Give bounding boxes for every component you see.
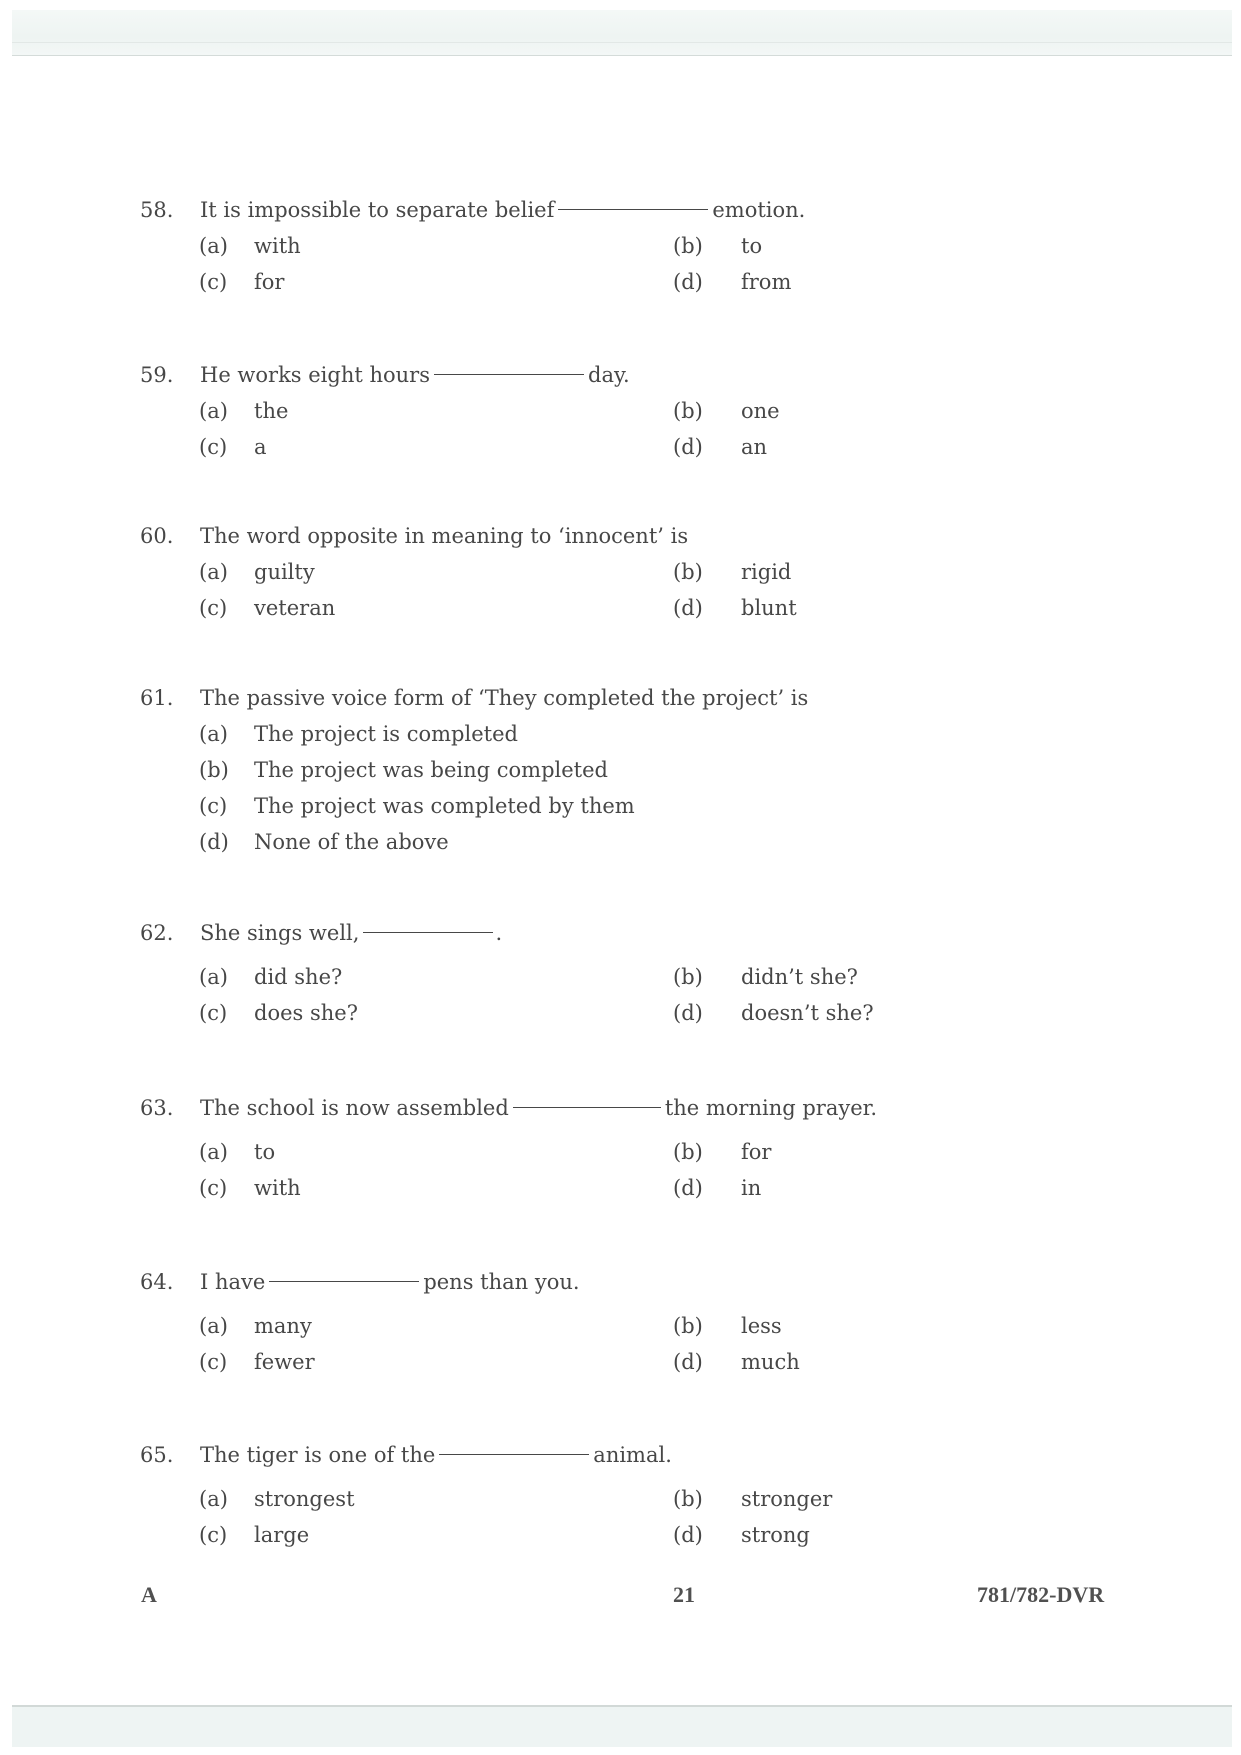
- question-63: [140, 1090, 1140, 1206]
- stem-text-after: day.: [588, 363, 630, 387]
- option-label: (c): [199, 596, 228, 620]
- stem-text: The word opposite in meaning to ‘innocent’ is: [200, 524, 689, 548]
- options: [140, 716, 1140, 860]
- answer-blank: [513, 1107, 661, 1108]
- option-text: doesn’t she?: [741, 1001, 874, 1025]
- options: [140, 959, 1140, 1031]
- option-label: (a): [199, 1140, 228, 1164]
- question-stem: [140, 680, 1140, 716]
- option-text: guilty: [254, 560, 315, 584]
- option-text: in: [741, 1176, 762, 1200]
- option-text: didn’t she?: [741, 965, 858, 989]
- option-label: (c): [199, 1523, 228, 1547]
- option-label: (b): [673, 560, 703, 584]
- option-text: one: [741, 399, 780, 423]
- option-text: blunt: [741, 596, 797, 620]
- option-label: (d): [673, 596, 703, 620]
- stem-text-after: pens than you.: [423, 1270, 580, 1294]
- option-text: a: [254, 435, 267, 459]
- question-stem: [140, 1437, 1140, 1473]
- question-number: 60.: [140, 524, 174, 548]
- option-label: (c): [199, 435, 228, 459]
- question-number: 63.: [140, 1096, 174, 1120]
- question-number: 62.: [140, 921, 174, 945]
- question-58: [140, 192, 1140, 300]
- option-label: (b): [673, 1140, 703, 1164]
- option-label: (a): [199, 399, 228, 423]
- option-text: from: [741, 270, 792, 294]
- answer-blank: [363, 932, 493, 933]
- stem-text-after: animal.: [593, 1443, 672, 1467]
- options: [140, 1308, 1140, 1380]
- option-text: to: [741, 234, 763, 258]
- question-stem: [140, 915, 1140, 951]
- option-text: for: [254, 270, 285, 294]
- option-label: (a): [199, 234, 228, 258]
- option-label: (a): [199, 1487, 228, 1511]
- option-text: with: [254, 1176, 301, 1200]
- option-label: (a): [199, 965, 228, 989]
- option-text: strong: [741, 1523, 810, 1547]
- options: [140, 1481, 1140, 1553]
- option-text: strongest: [254, 1487, 355, 1511]
- option-text: less: [741, 1314, 782, 1338]
- question-stem: [140, 1264, 1140, 1300]
- question-number: 65.: [140, 1443, 174, 1467]
- option-text: with: [254, 234, 301, 258]
- answer-blank: [439, 1454, 589, 1455]
- option-text: rigid: [741, 560, 792, 584]
- option-label: (b): [673, 965, 703, 989]
- option-text: stronger: [741, 1487, 833, 1511]
- stem-text-before: I have: [200, 1270, 266, 1294]
- answer-blank: [434, 374, 584, 375]
- stem-text-after: emotion.: [712, 198, 806, 222]
- option-text: does she?: [254, 1001, 358, 1025]
- option-label: (d): [673, 1523, 703, 1547]
- option-label: (d): [673, 1176, 703, 1200]
- scan-border-top: [12, 10, 1232, 56]
- question-number: 64.: [140, 1270, 174, 1294]
- option-label: (c): [199, 270, 228, 294]
- question-59: [140, 357, 1140, 465]
- stem-text-before: The school is now assembled: [200, 1096, 509, 1120]
- scan-border-bottom: [12, 1705, 1232, 1747]
- question-65: [140, 1437, 1140, 1553]
- options: [140, 228, 1140, 300]
- option-label: (d): [199, 830, 229, 854]
- stem-text: The passive voice form of ‘They completed the project’ is: [200, 686, 809, 710]
- option-text: The project was completed by them: [254, 794, 635, 818]
- stem-text-before: It is impossible to separate belief: [200, 198, 555, 222]
- option-label: (a): [199, 1314, 228, 1338]
- option-label: (c): [199, 1001, 228, 1025]
- option-label: (b): [673, 399, 703, 423]
- option-text: the: [254, 399, 289, 423]
- option-text: fewer: [254, 1350, 315, 1374]
- option-text: veteran: [254, 596, 336, 620]
- question-number: 58.: [140, 198, 174, 222]
- stem-text-before: He works eight hours: [200, 363, 430, 387]
- question-number: 61.: [140, 686, 174, 710]
- page-number: 21: [673, 1582, 695, 1607]
- stem-text-before: The tiger is one of the: [200, 1443, 436, 1467]
- option-label: (c): [199, 1350, 228, 1374]
- question-62: [140, 915, 1140, 1031]
- option-text: large: [254, 1523, 310, 1547]
- answer-blank: [558, 209, 708, 210]
- question-60: [140, 518, 1140, 626]
- option-text: for: [741, 1140, 772, 1164]
- answer-blank: [269, 1281, 419, 1282]
- option-text: many: [254, 1314, 312, 1338]
- option-text: The project was being completed: [254, 758, 608, 782]
- option-text: None of the above: [254, 830, 449, 854]
- option-label: (d): [673, 435, 703, 459]
- question-64: [140, 1264, 1140, 1380]
- option-label: (c): [199, 1176, 228, 1200]
- option-label: (d): [673, 1350, 703, 1374]
- option-text: to: [254, 1140, 276, 1164]
- question-stem: [140, 518, 1140, 554]
- series-label: A: [141, 1582, 157, 1607]
- option-label: (d): [673, 1001, 703, 1025]
- option-text: an: [741, 435, 768, 459]
- option-label: (a): [199, 722, 228, 746]
- question-61: [140, 680, 1140, 860]
- option-text: The project is completed: [254, 722, 518, 746]
- option-text: did she?: [254, 965, 343, 989]
- stem-text-after: the morning prayer.: [664, 1096, 878, 1120]
- question-number: 59.: [140, 363, 174, 387]
- options: [140, 393, 1140, 465]
- option-label: (d): [673, 270, 703, 294]
- option-label: (b): [673, 1314, 703, 1338]
- stem-text-after: .: [495, 921, 503, 945]
- question-stem: [140, 1090, 1140, 1126]
- option-label: (b): [673, 234, 703, 258]
- option-label: (b): [199, 758, 229, 782]
- paper-code: 781/782-DVR: [977, 1582, 1105, 1607]
- options: [140, 554, 1140, 626]
- stem-text-before: She sings well,: [200, 921, 360, 945]
- option-label: (c): [199, 794, 228, 818]
- option-text: much: [741, 1350, 800, 1374]
- question-stem: [140, 357, 1140, 393]
- option-label: (a): [199, 560, 228, 584]
- options: [140, 1134, 1140, 1206]
- question-stem: [140, 192, 1140, 228]
- option-label: (b): [673, 1487, 703, 1511]
